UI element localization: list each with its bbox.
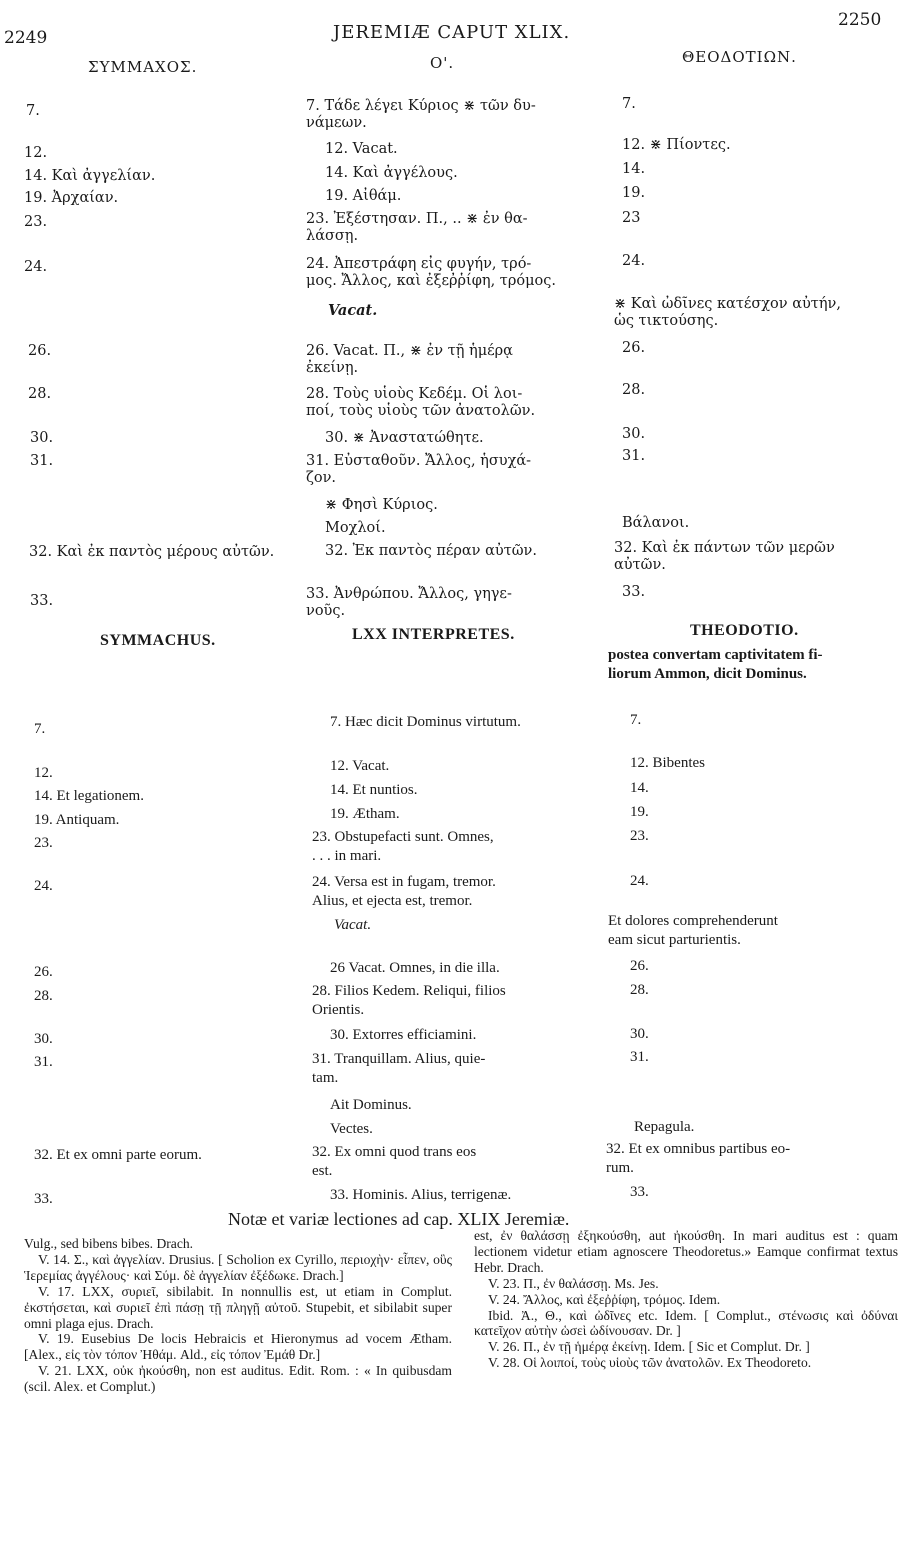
latin-lxx-verse: 24. Versa est in fugam, tremor. Alius, et ejecta est, tremor. (312, 874, 496, 909)
heading-theodotion-latin: THEODOTIO. (690, 622, 799, 639)
greek-lxx-verse: 30. ⋇ Ἀναστατώθητε. (325, 430, 484, 446)
latin-theodotion-verse: 19. (630, 804, 649, 820)
heading-lxx-greek: Ο'. (430, 54, 455, 72)
greek-lxx-verse: 26. Vacat. Π., ⋇ ἐν τῇ ἡμέρᾳ ἐκείνῃ. (306, 343, 513, 376)
note-paragraph: Vulg., sed bibens bibes. Drach. (24, 1236, 194, 1251)
note-paragraph: Ibid. Ἀ., Θ., καὶ ὠδῖνες etc. Idem. [ Complut., στένωσις καὶ ὀδύναι κατεῖχον αὐτὴν ὡσεὶ ὠδίνουσαν. Dr. ] (474, 1307, 898, 1339)
greek-theodotion-verse: 12. ⋇ Πίοντες. (622, 137, 731, 153)
greek-symmachus-verse: 12. (24, 145, 48, 161)
latin-theodotion-verse: 24. (630, 873, 649, 889)
latin-symmachus-verse: 19. Antiquam. (34, 812, 120, 828)
heading-symmachus-latin: SYMMACHUS. (100, 632, 216, 649)
latin-lxx-verse: 26 Vacat. Omnes, in die illa. (330, 960, 500, 976)
greek-symmachus-verse: 14. Καὶ ἀγγελίαν. (24, 168, 156, 184)
greek-lxx-verse: 31. Εὐσταθοῦν. Ἄλλος, ἡσυχά- ζον. (306, 453, 532, 486)
greek-theodotion-verse: 28. (622, 382, 646, 398)
latin-theodotion-verse: Repagula. (634, 1119, 695, 1135)
greek-lxx-verse: 14. Καὶ ἀγγέλους. (325, 165, 458, 181)
latin-symmachus-verse: 26. (34, 964, 53, 980)
latin-lxx-verse: 23. Obstupefacti sunt. Omnes, . . . in mari. (312, 829, 494, 864)
greek-theodotion-verse: 19. (622, 185, 646, 201)
heading-lxx-latin: LXX INTERPRETES. (352, 626, 515, 643)
greek-symmachus-verse: 24. (24, 259, 48, 275)
page-title: JEREMIÆ CAPUT XLIX. (333, 22, 571, 43)
latin-lxx-verse: Vacat. (334, 917, 372, 933)
greek-symmachus-verse: 28. (28, 386, 52, 402)
greek-lxx-verse: 32. Ἐκ παντὸς πέραν αὐτῶν. (325, 543, 537, 559)
latin-symmachus-verse: 7. (34, 721, 46, 737)
latin-symmachus-verse: 12. (34, 765, 53, 781)
latin-theodotion-verse: 28. (630, 982, 649, 998)
latin-lxx-verse: Ait Dominus. (330, 1097, 412, 1113)
note-paragraph: V. 14. Σ., καὶ ἀγγελίαν. Drusius. [ Scholion ex Cyrillo, περιοχὴν· εἶπεν, οὓς Ἱερεμίας ἀγγέλους· καὶ Σύμ. δὲ ἀγγελίαν ἐξέδωκε. Drach.] (24, 1251, 452, 1283)
theodotio-intro: postea convertam captivitatem fi- liorum Ammon, dicit Dominus. (608, 647, 823, 682)
note-paragraph: V. 26. Π., ἐν τῇ ἡμέρᾳ ἐκείνῃ. Idem. [ Sic et Complut. Dr. ] (488, 1339, 810, 1355)
notes-left-column (24, 1236, 452, 1395)
greek-lxx-verse: ⋇ Φησὶ Κύριος. (325, 497, 438, 513)
latin-lxx-verse: 28. Filios Kedem. Reliqui, filios Orientis. (312, 983, 506, 1018)
greek-symmachus-verse: 19. Ἀρχαίαν. (24, 190, 119, 206)
notes-title: Notæ et variæ lectiones ad cap. XLIX Jeremiæ. (228, 1209, 570, 1229)
greek-symmachus-verse: 26. (28, 343, 52, 359)
heading-symmachus-greek: ΣΥΜΜΑΧΟΣ. (88, 58, 198, 76)
note-paragraph: est, ἐν θαλάσσῃ ἐξηκούσθη, aut ἠκούσθη. In mari auditus est : quam lectionem videtur etiam agnoscere Theodoretus.» Eamque confirmat textus Hebr. Drach. (474, 1228, 898, 1275)
note-paragraph: V. 19. Eusebius De locis Hebraicis et Hieronymus ad vocem Ætham. [Alex., εἰς τὸν τόπον Ἠθάμ. Ald., εἰς τόπον Ἐμάθ Dr.] (24, 1331, 452, 1363)
latin-theodotion-verse: 33. (630, 1184, 649, 1200)
heading-theodotion-greek: ΘΕΟΔΟΤΙΩΝ. (682, 48, 797, 66)
latin-lxx-verse: 14. Et nuntios. (330, 782, 418, 798)
greek-theodotion-verse: 24. (622, 253, 646, 269)
latin-symmachus-verse: 23. (34, 835, 53, 851)
notes-right-column (474, 1228, 898, 1371)
latin-symmachus-verse: 14. Et legationem. (34, 788, 144, 804)
greek-lxx-verse: 28. Τοὺς υἱοὺς Κεδέμ. Οἱ λοι- ποί, τοὺς υἱοὺς τῶν ἀνατολῶν. (306, 386, 536, 419)
note-paragraph: V. 28. Οἱ λοιποί, τοὺς υἱοὺς τῶν ἀνατολῶν. Ex Theodoreto. (488, 1355, 812, 1371)
latin-theodotion-verse: 12. Bibentes (630, 755, 705, 771)
latin-symmachus-verse: 30. (34, 1031, 53, 1047)
latin-symmachus-verse: 24. (34, 878, 53, 894)
greek-symmachus-verse: 33. (30, 593, 54, 609)
greek-symmachus-verse: 31. (30, 453, 54, 469)
latin-lxx-verse: 31. Tranquillam. Alius, quie- tam. (312, 1051, 486, 1086)
latin-symmachus-verse: 31. (34, 1054, 53, 1070)
latin-symmachus-verse: 33. (34, 1191, 53, 1207)
greek-theodotion-verse: Βάλανοι. (622, 515, 690, 531)
greek-lxx-verse: 7. Τάδε λέγει Κύριος ⋇ τῶν δυ- νάμεων. (306, 98, 536, 131)
greek-theodotion-verse: 14. (622, 161, 646, 177)
greek-theodotion-verse: 26. (622, 340, 646, 356)
greek-theodotion-verse: 7. (622, 96, 636, 112)
greek-lxx-verse: 24. Ἀπεστράφη εἰς φυγήν, τρό- μος. Ἄλλος, καὶ ἐξεῤῥίφη, τρόμος. (306, 256, 556, 289)
note-paragraph: V. 24. Ἄλλος, καὶ ἐξεῤῥίφη, τρόμος. Idem. (488, 1291, 721, 1307)
greek-lxx-verse: 19. Αἰθάμ. (325, 188, 402, 204)
page-number-right: 2250 (838, 10, 882, 30)
latin-theodotion-verse: 32. Et ex omnibus partibus eo- rum. (606, 1141, 791, 1176)
greek-theodotion-verse: 32. Καὶ ἐκ πάντων τῶν μερῶν αὐτῶν. (614, 540, 835, 573)
latin-lxx-verse: 33. Hominis. Alius, terrigenæ. (330, 1187, 512, 1203)
greek-theodotion-verse: 31. (622, 448, 646, 464)
greek-lxx-verse: 23. Ἐξέστησαν. Π., .. ⋇ ἐν θα- λάσσῃ. (306, 211, 528, 244)
latin-lxx-verse: Vectes. (330, 1121, 373, 1137)
latin-theodotion-verse: 23. (630, 828, 649, 844)
greek-symmachus-verse: 32. Καὶ ἐκ παντὸς μέρους αὐτῶν. (29, 544, 275, 560)
note-paragraph: V. 17. LXX, συριεῖ, sibilabit. In nonnullis est, ut etiam in Complut. ἐκστήσεται, καὶ συριεῖ ἐπὶ πάσῃ τῇ πληγῇ αὐτοῦ. Stupebit, et sibilabit super omni plaga ejus. Drach. (24, 1283, 452, 1331)
latin-theodotion-verse: 26. (630, 958, 649, 974)
latin-lxx-verse: 7. Hæc dicit Dominus virtutum. (330, 714, 521, 730)
greek-lxx-verse: Μοχλοί. (325, 520, 386, 536)
latin-theodotion-verse: Et dolores comprehenderunt eam sicut parturientis. (608, 913, 778, 948)
note-paragraph: V. 23. Π., ἐν θαλάσσῃ. Ms. Jes. (488, 1275, 659, 1291)
greek-symmachus-verse: 23. (24, 214, 48, 230)
page-number-left: 2249 (4, 28, 48, 48)
greek-theodotion-verse: ⋇ Καὶ ὠδῖνες κατέσχον αὐτήν, ὡς τικτούσης. (614, 296, 841, 329)
greek-lxx-verse: Vacat. (328, 302, 378, 319)
greek-symmachus-verse: 7. (26, 103, 40, 119)
greek-symmachus-verse: 30. (30, 430, 54, 446)
latin-lxx-verse: 12. Vacat. (330, 758, 390, 774)
latin-symmachus-verse: 28. (34, 988, 53, 1004)
latin-theodotion-verse: 31. (630, 1049, 649, 1065)
latin-symmachus-verse: 32. Et ex omni parte eorum. (34, 1147, 202, 1163)
note-paragraph: V. 21. LXX, οὐκ ἠκούσθη, non est auditus. Edit. Rom. : « In quibusdam (scil. Alex. et Complut.) (24, 1363, 452, 1395)
latin-theodotion-verse: 30. (630, 1026, 649, 1042)
latin-theodotion-verse: 14. (630, 780, 649, 796)
greek-theodotion-verse: 33. (622, 584, 646, 600)
greek-lxx-verse: 33. Ἀνθρώπου. Ἄλλος, γηγε- νοῦς. (306, 586, 512, 619)
latin-theodotion-verse: 7. (630, 712, 642, 728)
greek-theodotion-verse: 30. (622, 426, 646, 442)
latin-lxx-verse: 19. Ætham. (330, 806, 400, 822)
latin-lxx-verse: 32. Ex omni quod trans eos est. (312, 1144, 477, 1179)
greek-lxx-verse: 12. Vacat. (325, 141, 398, 157)
latin-lxx-verse: 30. Extorres efficiamini. (330, 1027, 477, 1043)
greek-theodotion-verse: 23 (622, 210, 641, 226)
